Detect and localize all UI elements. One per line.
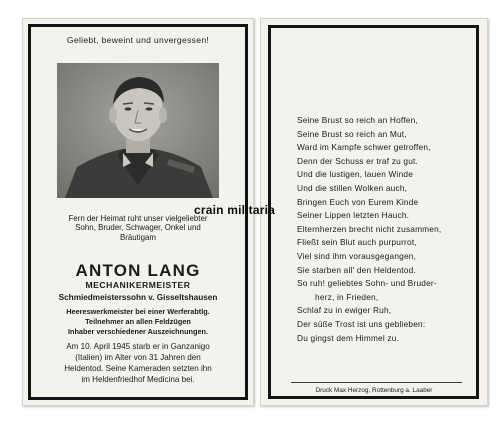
service-line: Inhaber verschiedener Auszeichnungen.	[67, 327, 209, 336]
name-block	[23, 262, 253, 304]
poem-line: Elternherzen brecht nicht zusammen,	[297, 223, 442, 234]
service-line: Heereswerkmeister bei einer Werferabtlg.	[66, 307, 210, 316]
poem-line: Und die lustigen, lauen Winde	[297, 169, 414, 180]
poem-line: Der süße Trost ist uns geblieben:	[297, 318, 426, 329]
intro-line: Sohn, Bruder, Schwager, Onkel und	[75, 223, 201, 233]
occupation: MECHANIKERMEISTER	[85, 280, 191, 290]
poem-line: Und die stillen Wolken auch,	[297, 182, 408, 193]
divider	[291, 382, 462, 383]
death-line: im Heldenfriedhof Medicina bei.	[81, 375, 195, 384]
poem-line: Seine Brust so reich an Hoffen,	[297, 115, 418, 125]
death-line: (Italien) im Alter von 31 Jahren den	[75, 353, 201, 362]
poem-line: Fließt sein Blut auch purpurrot,	[297, 237, 417, 248]
poem-line: Ward im Kampfe schwer getroffen,	[297, 142, 431, 153]
origin: Schmiedmeisterssohn v. Gisseltshausen	[58, 293, 218, 302]
deceased-name: ANTON LANG	[75, 261, 201, 280]
death-line: Heldentod. Seine Kameraden setzten ihn	[64, 364, 212, 373]
poem-line: Viel sind ihm vorausgegangen,	[297, 250, 417, 261]
intro-line: Fern der Heimat ruht unser vielgeliebter	[68, 214, 208, 223]
poem-line: Seiner Lippen letzten Hauch.	[297, 210, 410, 221]
poem-line: Sie starben all' den Heldentod.	[297, 264, 416, 275]
intro-line: Bräutigam	[120, 232, 156, 242]
poem-line: Schlaf zu in ewiger Ruh,	[297, 305, 392, 316]
portrait-photo	[57, 63, 219, 198]
poem-line: Bringen Euch von Eurem Kinde	[297, 196, 419, 207]
poem-line: herz, in Frieden,	[315, 291, 379, 302]
death-notice	[23, 341, 253, 385]
poem-line: Du gingst dem Himmel zu.	[297, 332, 400, 343]
service-line: Teilnehmer an allen Feldzügen	[85, 317, 191, 326]
service-record	[23, 307, 253, 337]
intro-text	[23, 214, 253, 242]
memorial-poem	[297, 114, 477, 345]
printer-imprint: Druck Max Herzog, Rottenburg a. Laaber	[315, 387, 433, 394]
poem-line: Seine Brust so reich an Mut,	[297, 128, 407, 139]
motto: Geliebt, beweint und unvergessen!	[66, 35, 210, 45]
poem-line: So ruh! geliebtes Sohn- und Bruder-	[297, 278, 437, 289]
memorial-card-back	[260, 18, 488, 406]
poem-line: Denn der Schuss er traf zu gut.	[297, 155, 419, 166]
death-line: Am 10. April 1945 starb er in Ganzanigo	[66, 342, 210, 351]
watermark: crain militaria	[194, 203, 276, 217]
